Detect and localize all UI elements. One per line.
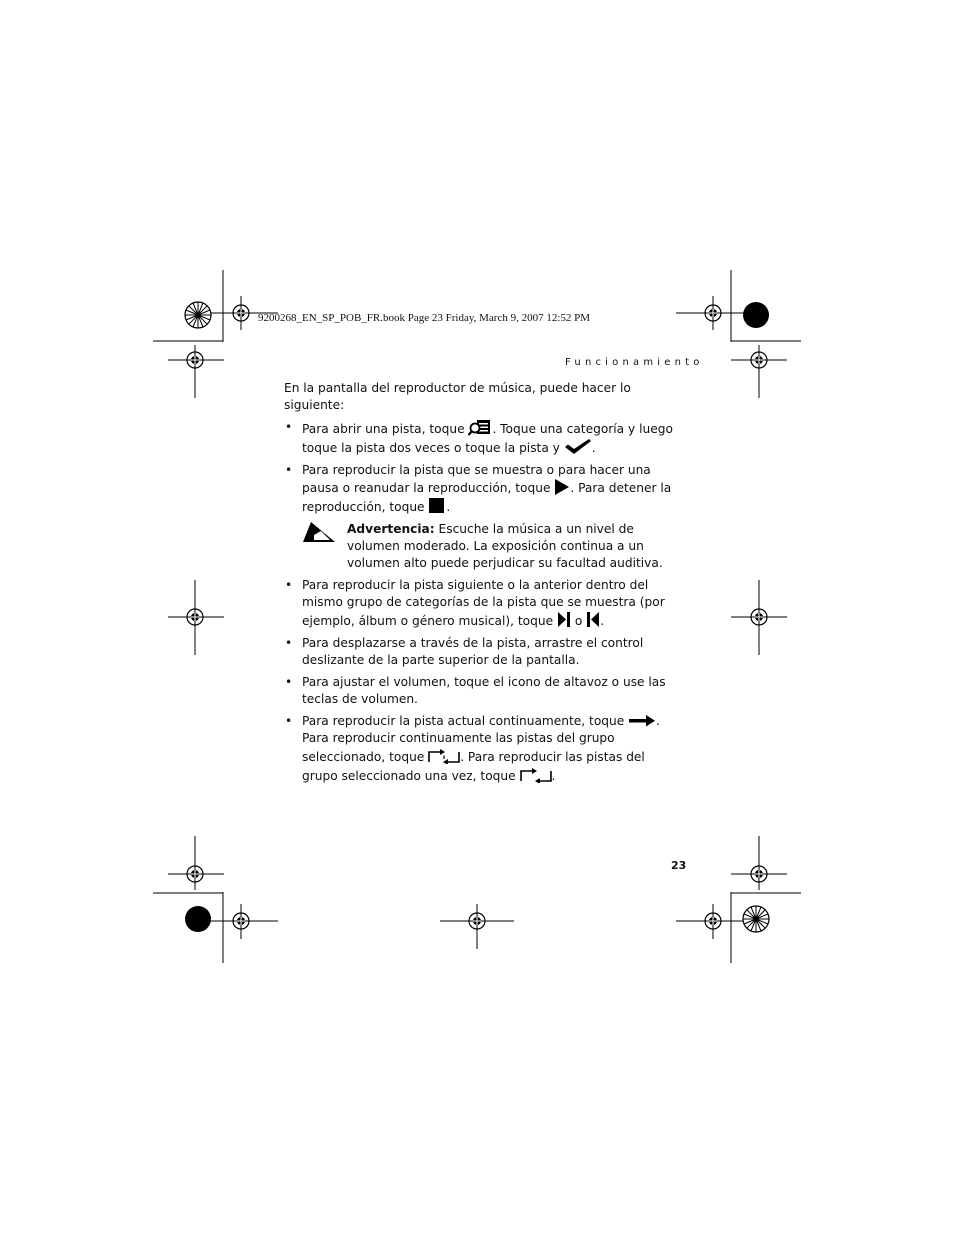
list-item-seek: • Para desplazarse a través de la pista, arrastre el control deslizante de la parte superior de la pantalla. <box>285 636 644 667</box>
stop-icon <box>428 497 446 514</box>
warning-label: Advertencia: <box>347 522 435 536</box>
list-item-repeat: • Para reproducir la pista actual continuamente, toque . Para reproducir continuamente las pistas del grupo seleccionado, toque . Para reproducir las pistas del grupo seleccionado una vez, toque . <box>285 714 660 783</box>
bullet: • <box>285 463 293 477</box>
bullet: • <box>285 578 293 592</box>
bullet: • <box>285 420 293 434</box>
instruction-list-continued <box>284 577 684 785</box>
play-icon <box>554 479 570 495</box>
page-content <box>284 380 684 790</box>
open-track-icon <box>468 419 492 436</box>
bullet: • <box>285 714 293 728</box>
list-item-next: • Para reproducir la pista siguiente o la anterior dentro del mismo grupo de categorías de la pista que se muestra (por ejemplo, álbum o género musical), toque o . <box>285 578 665 628</box>
next-track-icon <box>557 611 571 628</box>
running-header: Funcionamiento <box>565 357 704 368</box>
intro-paragraph: En la pantalla del reproductor de música, puede hacer lo siguiente: <box>284 381 631 412</box>
warning-icon <box>302 521 336 543</box>
bullet: • <box>285 636 293 650</box>
page-number: 23 <box>671 859 687 872</box>
print-slug: 9200268_EN_SP_POB_FR.book Page 23 Friday, March 9, 2007 12:52 PM <box>258 312 591 324</box>
bullet: • <box>285 675 293 689</box>
repeat-one-icon <box>628 714 656 728</box>
list-item-play: • Para reproducir la pista que se muestra o para hacer una pausa o reanudar la reproducción, toque . Para detener la reproducción, toque . <box>285 463 672 514</box>
warning-note <box>302 521 684 572</box>
repeat-all-icon <box>428 747 460 764</box>
list-item-volume: • Para ajustar el volumen, toque el icono de altavoz o use las teclas de volumen. <box>285 675 666 706</box>
instruction-list <box>284 419 684 516</box>
play-once-icon <box>520 766 552 783</box>
list-item-open: • Para abrir una pista, toque . Toque una categoría y luego toque la pista dos veces o toque la pista y . <box>285 420 673 455</box>
checkmark-icon <box>564 438 592 455</box>
previous-track-icon <box>586 611 600 628</box>
warning-text: Escuche la música a un nivel de volumen moderado. La exposición continua a un volumen alto puede perjudicar su facultad auditiva. <box>347 522 663 570</box>
